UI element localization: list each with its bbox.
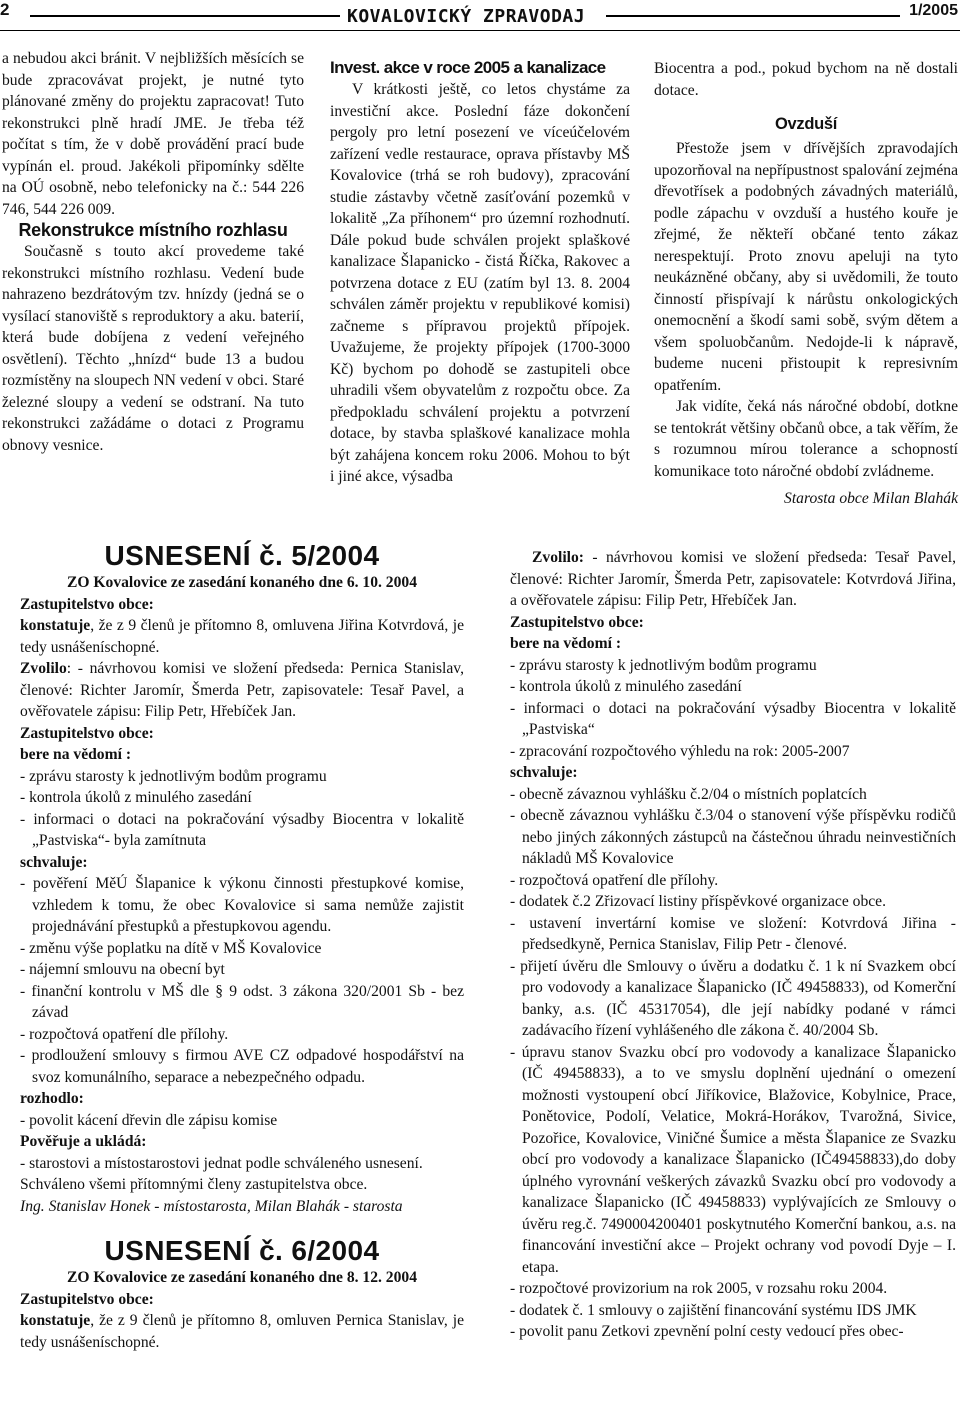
section-heading-ovzdusi: Ovzduší [774,115,838,133]
tasks-label: Pověřuje a ukládá: [20,1133,147,1150]
section-heading-rozhlas: Rekonstrukce místního rozhlasu [18,220,288,240]
board-label: Zastupitelstvo obce: [510,613,644,631]
list-item: - změnu výše poplatku na dítě v MŠ Kovalovice [20,939,322,957]
page-header [0,0,960,36]
notes-paragraph [20,1310,464,1353]
notes-text: , že z 9 členů je přítomno 8, omluvena Jiřina Kotvrdová, je tedy usnášeníschopné. [20,617,464,656]
notes-label: konstatuje [20,617,91,634]
section-body-rozhlas: Současně s touto akcí provedeme také rekonstrukci místního rozhlasu. Vedení bude nahrazeno bezdrátovým tzv. hnízdy (jedná se o vysílací stanoviště s reproduktory a aku. baterií, která bude dobíjena z vedení veřejného osvětlení). Těchto „hnízd“ bude 13 a budou rozmístěny na sloupech NN vedení v obci. Staré železné sloupy a vedení se odstraní. Na tuto rekonstrukci zažádáme o dotaci z Programu obnovy vesnice. [2,243,304,454]
list-item: - ustavení invertární komise ve složení: Kotvrdová Jiřina - předsedkyně, Pernica Stanislav, Filip Petr - členové. [510,914,956,953]
board-label: Zastupitelstvo obce: [20,724,154,742]
column-2 [330,58,630,488]
list-item: - dodatek č. 1 smlouvy o zajištění financování systému IDS JMK [510,1301,917,1319]
list-item: - povolit panu Zetkovi zpevnění polní cesty vedoucí přes obec- [510,1323,904,1340]
list-item: - zprávu starosty k jednotlivým bodům programu [20,767,327,785]
list-item: - úpravu stanov Svazku obcí pro vodovody a kanalizace Šlapanicko (IČ 49458833), a to ve smyslu doplnění ujednání o omezení možnosti vystoupení obcí Jiříkovice, Blažovice, Kobylnice, Prace, Ponětovice, Podolí, Velatice, Mokrá-Horákov, Tvarožná, Sivice, Pozořice, Kovalovice, Viničné Šumice a města Šlapanice ze Svazku obcí pro vodovody a kanalizace Šlapanicko (IČ49458833),do doby úplného vyrovnání veškerých závazků Svazku obcí pro vodovody a kanalizace Šlapanicko (IČ 49458833) vyplývajících ze Smlouvy o úvěru reg.č. 7490004200401 poskytnutého Komerční bankou, a.s. na financování investiční akce – Projekt ochrany vod povodí Dyje – I. etapa. [510,1043,956,1276]
signers: Ing. Stanislav Honek - místostarosta, Milan Blahák - starosta [20,1197,403,1215]
ack-label: bere na vědomí : [510,635,622,652]
issue-number: 1/2005 [909,2,958,19]
approve-label: schvaluje: [20,853,88,871]
elected-paragraph [510,547,956,612]
spacer [20,1217,464,1235]
notes-label: konstatuje [20,1312,91,1329]
section-body-ovzdusi-2: Jak vidíte, čeká nás náročné období, dotkne se tentokrát většiny občanů obce, a tak věřím, že s rozumnou mírou tolerance a schopností komunikace toto náročné období zvládneme. [654,398,958,480]
list-item: - rozpočtové provizorium na rok 2005, v rozsahu roku 2004. [510,1280,888,1297]
ack-label: bere na vědomí : [20,746,132,763]
board-label: Zastupitelstvo obce: [20,1290,154,1308]
elected-label: Zvolilo: [532,549,584,566]
list-item: - zpracování rozpočtového výhledu na rok: 2005-2007 [510,742,850,760]
resolution-meeting: ZO Kovalovice ze zasedání konaného dne 6. 10. 2004 [66,574,417,591]
list-item: - rozpočtová opatření dle přílohy. [510,871,719,889]
list-item: - nájemní smlouvu na obecní byt [20,961,225,978]
header-rule [30,15,340,17]
newsletter-title: KOVALOVICKÝ ZPRAVODAJ [347,6,586,27]
resolution-6-continued [510,547,956,1343]
board-label: Zastupitelstvo obce: [20,595,154,613]
list-item: - obecně závaznou vyhlášku č.2/04 o místních poplatcích [510,785,867,803]
approve-label: schvaluje: [510,764,578,781]
column-3 [654,58,958,510]
list-item: - informaci o dotaci na pokračování výsadby Biocentra v lokalitě „Pastviska“ [510,699,956,738]
resolution-meeting: ZO Kovalovice ze zasedání konaného dne 8. 12. 2004 [66,1269,417,1286]
elected-paragraph [20,658,464,723]
resolution-title: USNESENÍ č. 5/2004 [104,540,380,571]
resolution-5 [20,540,464,1353]
column-1-intro: a nebudou akci bránit. V nejbližších měsících se bude zpracovávat projekt, je nutné tyto plánované změny do projektu zapracovat! Tuto rekonstrukci plně hradí JME. Je třeba též počítat s tím, že v době provádění prací bude vypínán el. proud. Jakékoli připomínky sdělte na OÚ osobně, nebo telefonicky na č.: 544 226 746, 544 226 009. [2,50,304,218]
header-rule [606,15,900,17]
resolution-title: USNESENÍ č. 6/2004 [104,1235,380,1266]
list-item: - kontrola úkolů z minulého zasedání [20,789,252,806]
section-heading-invest: Invest. akce v roce 2005 a kanalizace [330,58,606,77]
list-item: - přijetí úvěru dle Smlouvy o úvěru a dodatku č. 1 k ní Svazkem obcí pro vodovody a kanalizace Šlapanicko (IČ 49458833), od Komerční banky, a.s. (IČ 45317054), dle její nabídky podané v rámci zadávacího řízení vyhlášeného dle zákona č. 40/2004 Sb. [510,957,956,1039]
list-item: - obecně závaznou vyhlášku č.3/04 o stanovení výše příspěvku rodičů nebo jiných zákonných zástupců na částečnou úhradu neinvestičních nákladů MŠ Kovalovice [510,807,956,867]
signature: Starosta obce Milan Blahák [784,490,958,507]
section-body-ovzdusi-1: Přestože jsem v dřívějších zpravodajích upozorňoval na nepřípustnost spalování zejména dřevotřísek a podobných závadných materiálů, podle zápachu v ovzduší a hustého kouře je zřejmé, že někteří občané tento zákaz nerespektují. Proto znovu apeluji na tyto neukázněné občany, aby si uvědomili, že touto činností přispívají k nárůstu onkologických onemocnění a škodí sami sobě, svým dětem a všem spoluobčanům. Nedojde-li k nápravě, budeme nuceni přistoupit k represivním opatřením. [654,140,958,394]
list-item: - rozpočtová opatření dle přílohy. [20,1025,229,1043]
elected-text: - návrhovou komisi ve složení předseda: Tesař Pavel, členové: Richter Jaromír, Šmerda Petr, zapisovatele: Kotvrdová Jiřina, a ověřovatele zápisu: Filip Petr, Hřebíček Jan. [510,549,956,609]
elected-label: Zvolilo [20,660,67,677]
elected-text: : - návrhovou komisi ve složení předseda: Pernica Stanislav, členové: Richter Jaromír, Šmerda Petr, zapisovatele: Tesař Pavel, a ověřovatele zápisu: Filip Petr, Hřebíček Jan. [20,660,464,720]
header-underline [0,30,960,31]
approval-note: Schváleno všemi přítomnými členy zastupitelstva obce. [20,1176,368,1193]
list-item: - informaci o dotaci na pokračování výsadby Biocentra v lokalitě „Pastviska“- byla zamítnuta [20,810,464,849]
page-number: 2 [0,0,10,19]
list-item: - kontrola úkolů z minulého zasedání [510,678,742,695]
notes-paragraph [20,615,464,658]
list-item: - prodloužení smlouvy s firmou AVE CZ odpadové hospodářství na svoz komunálního, separace a nebezpečného odpadu. [20,1047,464,1086]
list-item: - zprávu starosty k jednotlivým bodům programu [510,656,817,674]
list-item: - starostovi a místostarostovi jednat podle schváleného usnesení. [20,1154,423,1172]
list-item: - pověření MěÚ Šlapanice k výkonu činnosti přestupkové komise, vzhledem k tomu, že obec Kovalovice si sama nemůže zajistit projednávání přestupků a přestupkovou agendu. [20,875,464,935]
notes-text: , že z 9 členů je přítomno 8, omluven Pernica Stanislav, je tedy usnášeníschopné. [20,1312,464,1351]
column-3-intro: Biocentra a pod., pokud bychom na ně dostali dotace. [654,60,958,99]
list-item: - dodatek č.2 Zřizovací listiny příspěvkové organizace obce. [510,893,886,910]
decided-label: rozhodlo: [20,1090,84,1107]
section-body-invest: V krátkosti ještě, co letos chystáme za investiční akce. Poslední fáze dokončení pergoly pro letní posezení ve víceúčelovém zařízení vedle restaurace, oprava přístavby MŠ Kovalovice (trhá se roh budovy), zpracování studie zástavby včetně zasíťování pozemků v lokalitě „Za příhonem“ pro územní rozhodnutí. Dále pokud bude schválen projekt splaškové kanalizace Šlapanicko - čistá Říčka, Rakovec a potvrzena dotace z EU (zatím byl 13. 8. 2004 schválen záměr projektu v republikové komisi) začneme s přípravou projektů přípojek. Uvažujeme, že projekty přípojek (1700-3000 Kč) bychom po dohodě se zastupiteli obce uhradili všem obyvatelům z rozpočtu obce. Za předpokladu schválení projektu a potvrzení dotace, by stavba splaškové kanalizace mohla být zahájena koncem roku 2006. Mohou to být i jiné akce, výsadba [330,81,630,485]
column-1 [2,48,304,456]
list-item: - finanční kontrolu v MŠ dle § 9 odst. 3 zákona 320/2001 Sb - bez závad [20,982,464,1021]
list-item: - povolit kácení dřevin dle zápisu komise [20,1111,278,1129]
